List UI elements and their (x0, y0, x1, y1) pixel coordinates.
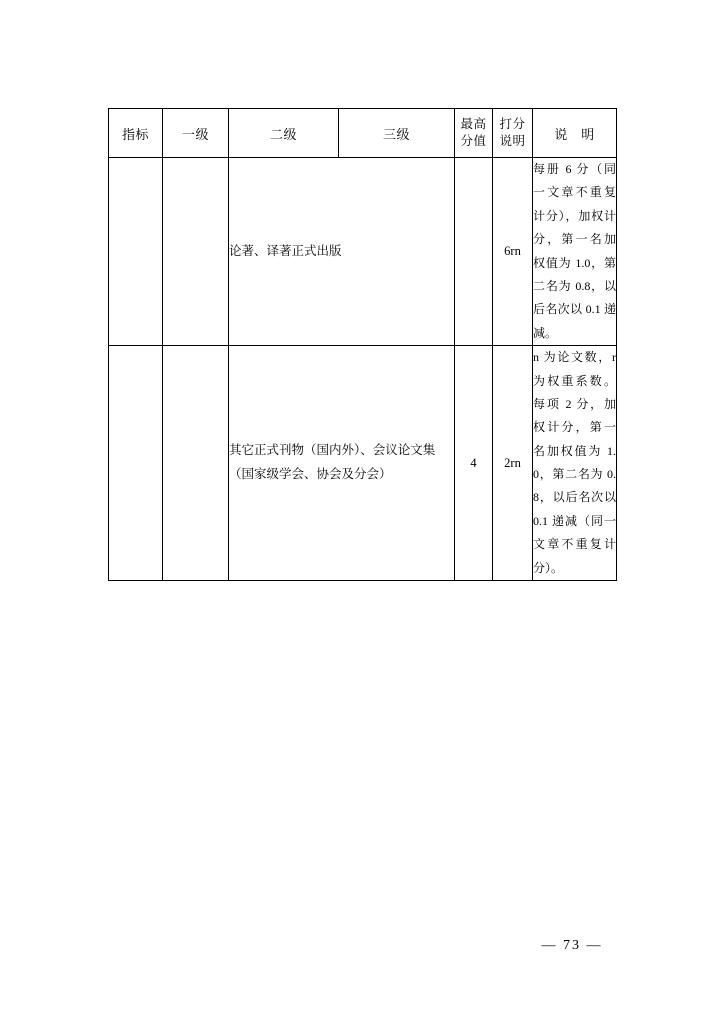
cell-level2: 其它正式刊物（国内外）、会议论文集（国家级学会、协会及分会） (229, 346, 455, 581)
cell-level1 (163, 158, 229, 346)
header-max-score-line2: 分值 (460, 134, 487, 148)
page-footer (0, 938, 724, 954)
header-level2: 二级 (229, 109, 339, 158)
header-level3: 三级 (339, 109, 455, 158)
header-scoring-line2: 说明 (499, 134, 526, 148)
header-indicator: 指标 (109, 109, 163, 158)
cell-max-score (455, 158, 493, 346)
cell-level1 (163, 346, 229, 581)
page-number: — 73 — (541, 938, 603, 953)
header-max-score (455, 109, 493, 158)
cell-scoring: 6rn (493, 158, 533, 346)
cell-scoring: 2rn (493, 346, 533, 581)
header-max-score-line1: 最高 (460, 117, 487, 132)
cell-remark: n 为论文数，r 为权重系数。每项 2 分，加权计分，第一名加权值为 1.0，第二名为 0.8，以后名次以 0.1 递减（同一文章不重复计分）。 (533, 346, 617, 581)
table-row (109, 346, 617, 581)
cell-level2: 论著、译著正式出版 (229, 158, 455, 346)
score-criteria-table (108, 108, 617, 581)
table-header-row (109, 109, 617, 158)
cell-remark: 每册 6 分（同一文章不重复计分），加权计分，第一名加权值为 1.0，第二名为 0.8，以后名次以 0.1 递减。 (533, 158, 617, 346)
header-remark: 说 明 (533, 109, 617, 158)
header-scoring-line1: 打分 (499, 117, 526, 132)
cell-max-score: 4 (455, 346, 493, 581)
header-level1: 一级 (163, 109, 229, 158)
cell-indicator (109, 158, 163, 346)
cell-indicator (109, 346, 163, 581)
table-row (109, 158, 617, 346)
header-scoring (493, 109, 533, 158)
